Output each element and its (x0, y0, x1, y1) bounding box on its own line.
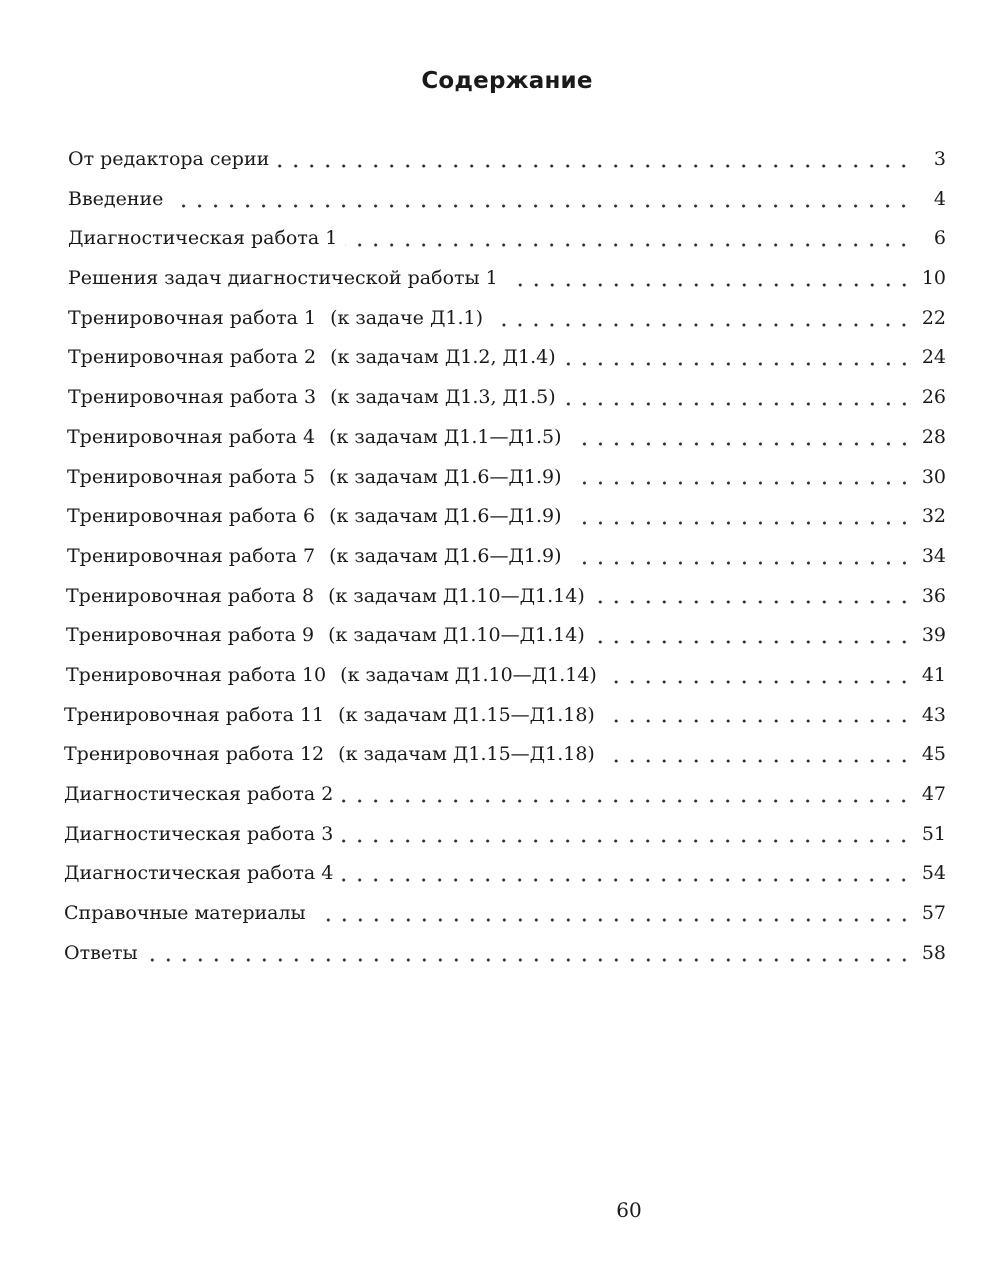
entry-title: Тренировочная работа 3 (68, 386, 317, 409)
dot-leader (570, 560, 912, 566)
toc-entry (64, 854, 946, 894)
dot-leader (593, 639, 912, 645)
entry-page-number: 32 (921, 505, 946, 528)
page-title: Содержание (421, 68, 593, 94)
entry-note: (к задачам Д1.6—Д1.9) (329, 505, 562, 528)
entry-note: (к задачам Д1.6—Д1.9) (329, 465, 562, 488)
entry-page-number: 10 (921, 267, 946, 290)
toc-entry (64, 180, 946, 220)
entry-page-number: 26 (921, 386, 946, 409)
toc-entry (64, 497, 946, 537)
dot-leader (341, 838, 912, 844)
dot-leader (277, 163, 912, 169)
entry-title: Тренировочная работа 6 (67, 505, 316, 528)
entry-page-number: 58 (921, 941, 946, 964)
entry-page-number: 3 (933, 148, 946, 170)
toc-entry (64, 616, 946, 656)
entry-page-number: 34 (921, 544, 946, 567)
entry-title: От редактора серии (68, 148, 270, 170)
toc-entry (64, 577, 946, 617)
entry-title: Решения задач диагностической работы 1 (68, 267, 498, 290)
dot-leader (570, 480, 912, 486)
dot-leader (506, 282, 912, 288)
entry-note: (к задачам Д1.10—Д1.14) (328, 624, 585, 647)
dot-leader (314, 917, 912, 923)
entry-title: Ответы (64, 941, 138, 964)
toc-entry (64, 656, 946, 696)
entry-note: (к задачам Д1.3, Д1.5) (330, 386, 556, 409)
entry-page-number: 22 (921, 306, 946, 329)
toc-entry (64, 378, 946, 418)
entry-title: Справочные материалы (64, 902, 306, 925)
dot-leader (564, 401, 912, 407)
entry-title: Тренировочная работа 4 (67, 425, 316, 448)
dot-leader (345, 242, 912, 248)
toc-entry (64, 934, 946, 974)
toc-entry (64, 338, 946, 378)
entry-title: Тренировочная работа 10 (66, 663, 327, 686)
toc-entry (64, 894, 946, 934)
entry-page-number: 39 (921, 624, 946, 647)
entry-title: Тренировочная работа 7 (67, 544, 316, 567)
dot-leader (491, 322, 912, 328)
toc-entry (64, 140, 946, 180)
toc-entry (64, 259, 946, 299)
toc-entry (64, 458, 946, 498)
toc-entry (64, 418, 946, 458)
entry-page-number: 6 (933, 227, 946, 250)
entry-title: Диагностическая работа 2 (64, 783, 334, 805)
entry-page-number: 41 (921, 663, 946, 686)
entry-title: Тренировочная работа 2 (68, 346, 317, 369)
entry-title: Диагностическая работа 3 (64, 822, 334, 845)
entry-note: (к задаче Д1.1) (330, 306, 484, 329)
toc-entry (64, 299, 946, 339)
entry-title: Тренировочная работа 1 (68, 306, 317, 329)
entry-title: Тренировочная работа 9 (66, 624, 315, 647)
entry-page-number: 51 (921, 822, 946, 845)
toc-entry (64, 696, 946, 736)
entry-page-number: 24 (921, 346, 946, 369)
dot-leader (570, 520, 912, 526)
entry-note: (к задачам Д1.10—Д1.14) (328, 584, 585, 607)
entry-title: Тренировочная работа 5 (67, 465, 316, 488)
toc-entry (64, 775, 946, 815)
entry-page-number: 30 (921, 465, 946, 488)
entry-note: (к задачам Д1.6—Д1.9) (329, 544, 562, 567)
entry-title: Диагностическая работа 1 (68, 227, 338, 250)
entry-note: (к задачам Д1.1—Д1.5) (329, 425, 562, 448)
entry-note: (к задачам Д1.15—Д1.18) (338, 703, 595, 726)
dot-leader (603, 718, 912, 724)
entry-page-number: 45 (921, 743, 946, 766)
entry-page-number: 36 (921, 584, 946, 607)
entry-page-number: 4 (933, 187, 946, 210)
entry-note: (к задачам Д1.2, Д1.4) (330, 346, 556, 369)
toc-entry (64, 735, 946, 775)
dot-leader (341, 877, 912, 883)
entry-note: (к задачам Д1.15—Д1.18) (338, 743, 595, 766)
dot-leader (171, 203, 912, 209)
dot-leader (603, 758, 912, 764)
entry-page-number: 57 (921, 902, 946, 925)
entry-title: Тренировочная работа 11 (64, 703, 325, 726)
dot-leader (341, 798, 912, 804)
entry-title: Тренировочная работа 8 (66, 584, 315, 607)
entry-title: Введение (68, 187, 164, 210)
entry-page-number: 43 (921, 703, 946, 726)
toc-entry (64, 815, 946, 855)
dot-leader (570, 441, 912, 447)
entry-page-number: 47 (921, 783, 946, 805)
dot-leader (605, 679, 912, 685)
dot-leader (593, 599, 912, 605)
entry-page-number: 28 (921, 425, 946, 448)
entry-title: Диагностическая работа 4 (64, 862, 334, 885)
toc-entry (64, 219, 946, 259)
entry-page-number: 54 (921, 862, 946, 885)
table-of-contents (64, 140, 946, 973)
entry-note: (к задачам Д1.10—Д1.14) (340, 663, 597, 686)
toc-entry (64, 537, 946, 577)
entry-title: Тренировочная работа 12 (64, 743, 325, 766)
dot-leader (146, 957, 912, 963)
dot-leader (564, 361, 912, 367)
page-number: 60 (616, 1198, 642, 1222)
